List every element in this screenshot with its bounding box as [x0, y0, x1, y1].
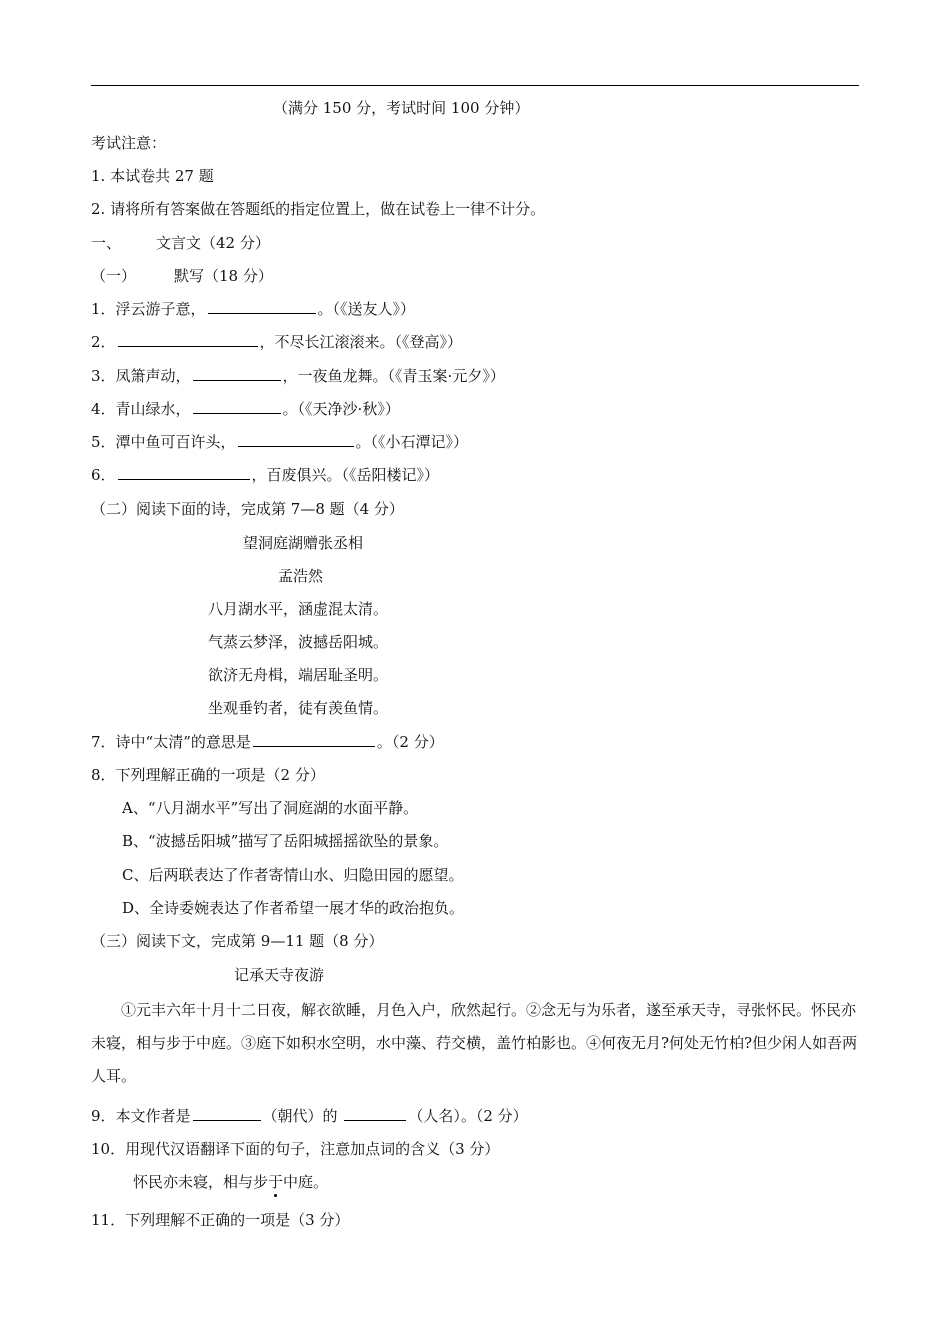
question-2: 2． ，不尽长江滚滚来。（《登高》）	[91, 333, 463, 351]
top-rule	[91, 85, 859, 86]
section-number: 一、	[91, 234, 122, 252]
answer-blank[interactable]	[193, 366, 281, 381]
notice-item-1: 1. 本试卷共 27 题	[91, 167, 214, 185]
question-4: 4．青山绿水， 。（《天净沙·秋》）	[91, 400, 400, 418]
question-10-stem: 10．用现代汉语翻译下面的句子，注意加点词的含义（3 分）	[91, 1140, 500, 1158]
answer-blank[interactable]	[253, 732, 375, 747]
poem-line: 欲济无舟楫，端居耻圣明。	[208, 666, 389, 684]
answer-blank[interactable]	[193, 399, 281, 414]
part-heading-2: （二）阅读下面的诗，完成第 7—8 题（4 分）	[91, 500, 404, 518]
answer-blank[interactable]	[238, 432, 354, 447]
notice-title: 考试注意：	[91, 134, 167, 152]
emphasis-dotted-char: 于	[268, 1173, 284, 1191]
part-number: （一）	[91, 267, 137, 285]
passage-title: 记承天寺夜游	[234, 966, 325, 984]
notice-item-2: 2. 请将所有答案做在答题纸的指定位置上，做在试卷上一律不计分。	[91, 200, 546, 218]
answer-blank[interactable]	[118, 465, 250, 480]
question-6: 6． ，百废俱兴。（《岳阳楼记》）	[91, 466, 440, 484]
question-7: 7．诗中“太清”的意思是 。（2 分）	[91, 733, 444, 751]
answer-blank[interactable]	[208, 299, 316, 314]
question-5: 5．潭中鱼可百许头， 。（《小石潭记》）	[91, 433, 469, 451]
section-heading-1	[91, 233, 270, 253]
poem-line: 坐观垂钓者，徒有羡鱼情。	[208, 699, 389, 717]
option-a: A、“八月湖水平”写出了洞庭湖的水面平静。	[122, 799, 419, 817]
answer-blank-dynasty[interactable]	[193, 1106, 261, 1121]
poem-line: 八月湖水平，涵虚混太清。	[208, 600, 389, 618]
poem-author: 孟浩然	[278, 567, 324, 585]
poem-line: 气蒸云梦泽，波撼岳阳城。	[208, 633, 389, 651]
answer-blank-name[interactable]	[344, 1106, 406, 1121]
answer-blank[interactable]	[118, 332, 258, 347]
part-title: 默写（18 分）	[174, 267, 273, 285]
question-3: 3．凤箫声动， ，一夜鱼龙舞。（《青玉案·元夕》）	[91, 367, 505, 385]
part-heading-3: （三）阅读下文，完成第 9—11 题（8 分）	[91, 932, 384, 950]
question-11-stem: 11．下列理解不正确的一项是（3 分）	[91, 1211, 350, 1229]
option-d: D、全诗委婉表达了作者希望一展才华的政治抱负。	[122, 899, 465, 917]
section-title: 文言文（42 分）	[156, 234, 270, 252]
score-time-note: （满分 150 分，考试时间 100 分钟）	[273, 99, 530, 117]
option-b: B、“波撼岳阳城”描写了岳阳城摇摇欲坠的景象。	[122, 832, 449, 850]
passage-text: ①元丰六年十月十二日夜，解衣欲睡，月色入户，欣然起行。②念无与为乐者，遂至承天寺，寻张怀民。怀民亦未寝，相与步于中庭。③庭下如积水空明，水中藻、荇交横，盖竹柏影也。④何夜无月?何处无竹柏?但少闲人如吾两人耳。	[91, 1001, 858, 1085]
question-8-stem: 8．下列理解正确的一项是（2 分）	[91, 766, 325, 784]
option-c: C、后两联表达了作者寄情山水、归隐田园的愿望。	[122, 866, 464, 884]
translate-sentence: 怀民亦未寝，相与步于中庭。	[133, 1173, 329, 1191]
poem-title: 望洞庭湖赠张丞相	[243, 534, 364, 552]
part-heading-1	[91, 266, 273, 286]
question-9: 9．本文作者是 （朝代）的 （人名）。（2 分）	[91, 1107, 528, 1125]
question-1: 1．浮云游子意， 。（《送友人》）	[91, 300, 416, 318]
